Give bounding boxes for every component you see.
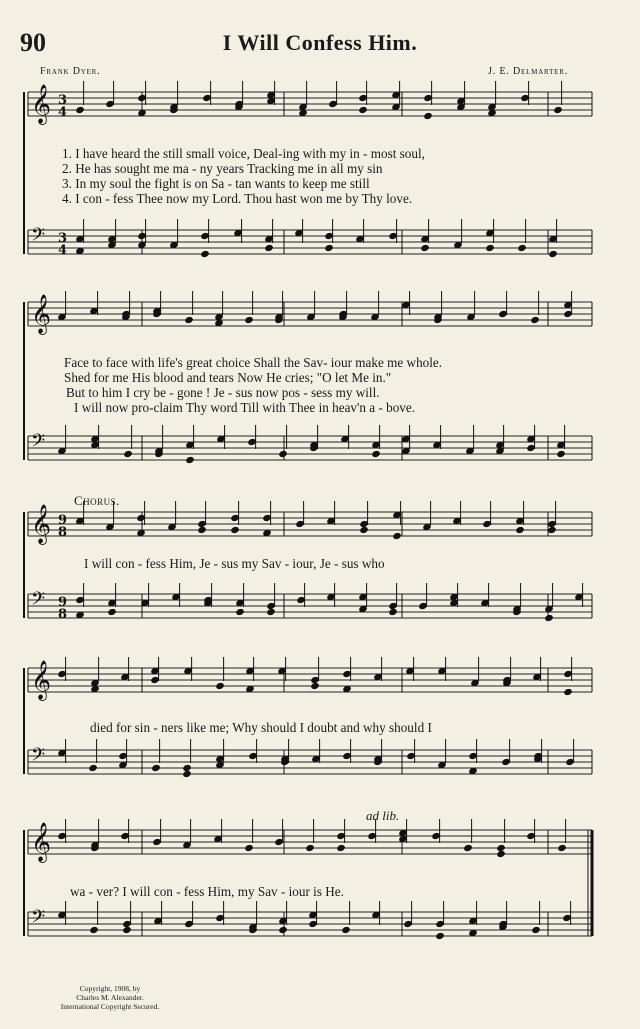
composer-credit: J. E. Delmarter.	[488, 66, 568, 77]
note-head	[123, 450, 133, 458]
chorus-label: Chorus.	[74, 493, 120, 508]
chorus-lyric-line: died for sin - ners like me; Why should I doubt and why should I	[90, 720, 432, 735]
note-head	[517, 244, 527, 252]
note-head	[89, 926, 99, 934]
copyright-line: International Copyright Secured.	[60, 1002, 160, 1011]
note-head	[557, 844, 567, 852]
lyric-line: But to him I cry be - gone ! Je - sus now pos - sess my will.	[66, 385, 380, 400]
note-head	[515, 526, 525, 534]
time-signature: 9	[58, 595, 68, 610]
copyright-line: Copyright, 1908, by	[79, 984, 141, 993]
treble-clef: 𝄞	[31, 822, 52, 862]
lyric-line: 2. He has sought me ma - ny years Tracking me in all my sin	[62, 161, 383, 176]
note-head	[185, 456, 195, 464]
note-head	[324, 244, 334, 252]
bass-clef: 𝄢	[31, 225, 46, 250]
note-head	[305, 844, 315, 852]
note-head	[553, 106, 563, 114]
note-head	[88, 764, 98, 772]
time-signature: 3	[58, 93, 68, 108]
note-head	[182, 770, 192, 778]
lyric-line: Shed for me His blood and tears Now He cries; "O let Me in."	[64, 370, 392, 385]
time-signature: 3	[58, 231, 68, 246]
note-head	[485, 244, 495, 252]
bass-clef: 𝄢	[31, 745, 46, 770]
treble-clef: 𝄞	[31, 84, 52, 124]
note-head	[563, 688, 573, 696]
lyric-line: 3. In my soul the fight is on Sa - tan wants to keep me still	[62, 176, 370, 191]
note-head	[235, 608, 245, 616]
note-head	[264, 244, 274, 252]
chorus-lyric-line: I will con - fess Him, Je - sus my Sav - iour, Je - sus who	[84, 556, 385, 571]
lyric-line: 1. I have heard the still small voice, Deal-ing with my in - most soul,	[62, 146, 425, 161]
time-signature: 9	[58, 513, 68, 528]
note-head	[420, 244, 430, 252]
note-head	[200, 250, 210, 258]
note-head	[463, 844, 473, 852]
note-head	[359, 526, 369, 534]
lyric-line: 4. I con - fess Thee now my Lord. Thou hast won me by Thy love.	[62, 191, 413, 206]
hymn-number: 90	[20, 28, 46, 57]
note-head	[278, 926, 288, 934]
bass-clef: 𝄢	[31, 589, 46, 614]
note-head	[358, 106, 368, 114]
note-head	[107, 608, 117, 616]
note-head	[547, 526, 557, 534]
time-signature: 4	[58, 243, 68, 258]
copyright-notice	[40, 984, 180, 1011]
note-head	[530, 316, 540, 324]
hymn-title: I Will Confess Him.	[222, 30, 418, 55]
note-head	[151, 764, 161, 772]
note-head	[341, 926, 351, 934]
note-head	[278, 450, 288, 458]
copyright-line: Charles M. Alexander.	[76, 993, 144, 1002]
note-head	[392, 532, 402, 540]
lyric-line: Face to face with life's great choice Shall the Sav- iour make me whole.	[64, 355, 443, 370]
note-head	[435, 932, 445, 940]
note-head	[371, 450, 381, 458]
time-signature: 8	[58, 607, 68, 622]
bass-clef: 𝄢	[31, 907, 46, 932]
note-head	[423, 112, 433, 120]
author-credit: Frank Dyer.	[40, 66, 101, 77]
note-head	[244, 316, 254, 324]
time-signature: 8	[58, 525, 68, 540]
note-head	[215, 682, 225, 690]
note-head	[197, 526, 207, 534]
treble-clef: 𝄞	[31, 660, 52, 700]
note-head	[548, 250, 558, 258]
treble-clef: 𝄞	[31, 504, 52, 544]
note-head	[75, 106, 85, 114]
note-head	[531, 926, 541, 934]
note-head	[556, 450, 566, 458]
chorus-lyric-line: wa - ver? I will con - fess Him, my Sav - iour is He.	[70, 884, 344, 899]
note-head	[496, 850, 506, 858]
note-head	[230, 526, 240, 534]
ad-lib-marking: ad lib.	[366, 808, 400, 823]
note-head	[544, 614, 554, 622]
note-head	[388, 608, 398, 616]
bass-clef: 𝄢	[31, 431, 46, 456]
treble-clef: 𝄞	[31, 294, 52, 334]
lyric-line: I will now pro-claim Thy word Till with Thee in heav'n a - bove.	[74, 400, 416, 415]
note-head	[184, 316, 194, 324]
note-head	[336, 844, 346, 852]
note-head	[244, 844, 254, 852]
time-signature: 4	[58, 105, 68, 120]
note-head	[310, 682, 320, 690]
